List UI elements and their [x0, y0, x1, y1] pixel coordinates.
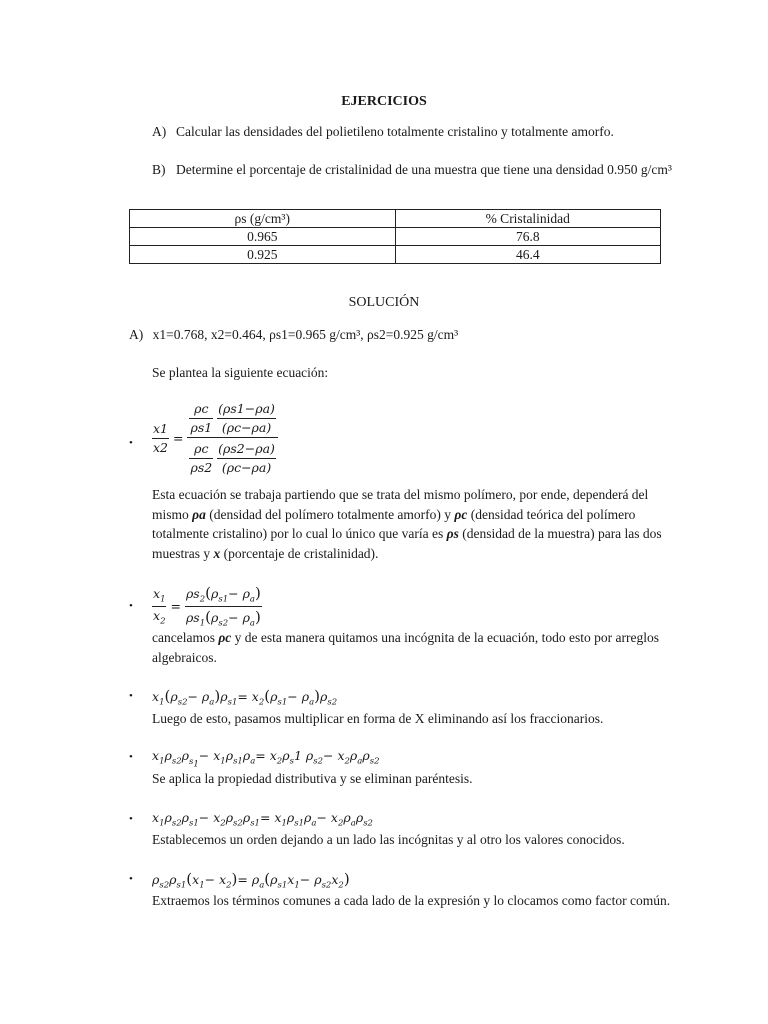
task-a-label: A) — [152, 124, 167, 139]
equation-5: $x_1\rho_{s2}\rho_{s1}- x_2\rho_{s2}\rho_{s1}= x_1\rho_{s1}\rho_a- x_2\rho_a\rho_{s2}$ — [152, 810, 373, 829]
bullet-1: • — [129, 437, 133, 449]
table-cell: 0.925 — [130, 246, 396, 264]
task-a-text: Calcular las densidades del polietileno totalmente cristalino y totalmente amorfo. — [176, 124, 614, 139]
explanation-text: (porcentaje de cristalinidad). — [220, 545, 379, 561]
equation-5-explanation: Establecemos un orden dejando a un lado las incógnitas y al otro los valores conocidos. — [152, 832, 625, 847]
table-header-cell: % Cristalinidad — [395, 210, 661, 228]
equation-1-explanation — [152, 485, 672, 563]
bullet-5: • — [129, 813, 133, 825]
equation-3-explanation: Luego de esto, pasamos multiplicar en forma de X eliminando así los fraccionarios. — [152, 711, 604, 726]
table-row — [130, 228, 661, 246]
bullet-4: • — [129, 751, 133, 763]
task-b — [152, 160, 672, 180]
explanation-text: y de esta manera quitamos una incógnita de la ecuación, todo esto por arreglos algebraicos. — [152, 630, 660, 665]
page-title: EJERCICIOS — [341, 94, 427, 109]
bullet-2: • — [129, 600, 133, 612]
equation-2-explanation — [152, 628, 672, 667]
intro-text: Se plantea la siguiente ecuación: — [152, 365, 329, 380]
solution-a-values: x1=0.768, x2=0.464, ρs1=0.965 g/cm³, ρs2=0.925 g/cm³ — [152, 327, 459, 342]
equation-6-explanation: Extraemos los términos comunes a cada lado de la expresión y lo clocamos como factor común. — [152, 893, 671, 908]
explanation-text: cancelamos — [152, 630, 219, 645]
table-cell: 0.965 — [130, 228, 396, 246]
explanation-text: (densidad del polímero totalmente amorfo) y — [205, 506, 455, 522]
equation-1: $\frac{x1}{x2}$ = $\frac{\rho c}{\rho s1}$ $\frac{(\rho s1-\rho a)}{(\rho c-\rho a)}$ $\frac{\rho c}{\rho s2}$ $\frac{(\rho s2-\rho a)}{(\rho c-\rho a)}$ — [152, 400, 278, 478]
solution-a-label: A) — [129, 327, 144, 342]
equation-4-explanation: Se aplica la propiedad distributiva y se eliminan paréntesis. — [152, 771, 473, 786]
table-row — [130, 246, 661, 264]
explanation-text: (densidad teórica del polímero totalmente cristalino) por lo cual lo único que varía es — [152, 506, 636, 542]
equation-4: $x_1\rho_{s2}\rho_{s_1}- x_1\rho_{s1}\rho_a= x_2\rho_s1$ $\rho_{s2}- x_2\rho_a\rho_{s2}$ — [152, 748, 380, 770]
table-header-cell: ρs (g/cm³) — [130, 210, 396, 228]
solution-a-given — [129, 325, 689, 345]
explanation-text: (densidad de la muestra) para las dos muestras y — [152, 526, 662, 561]
table-cell: 46.4 — [395, 246, 661, 264]
explanation-symbol: ρc — [454, 506, 468, 522]
table-cell: 76.8 — [395, 228, 661, 246]
explanation-text: Esta ecuación se trabaja partiendo que se trata del mismo polímero, por ende, dependerá del mismo — [152, 487, 649, 522]
bullet-3: • — [129, 690, 133, 702]
equation-6: $\rho_{s2}\rho_{s1}(x_1- x_2)= \rho_a(\rho_{s1}x_1- \rho_{s2}x_2)$ — [152, 870, 350, 891]
table-header-row — [130, 210, 661, 228]
explanation-symbol: ρa — [192, 506, 206, 522]
solution-title: SOLUCIÓN — [348, 295, 420, 310]
task-b-text: Determine el porcentaje de cristalinidad de una muestra que tiene una densidad 0.950 g/cm³ — [176, 162, 672, 177]
explanation-symbol: ρs — [446, 526, 459, 542]
explanation-symbol: ρc — [218, 630, 232, 645]
bullet-6: • — [129, 873, 133, 885]
explanation-symbol: x — [213, 545, 221, 561]
equation-2: $\frac{x_1}{x_2}$ = $\frac{\rho s_2(\rho_{s1}- \rho_a)}{\rho s_1(\rho_{s2}- \rho_a)}$ — [153, 584, 261, 629]
density-table — [129, 209, 661, 264]
equation-3: $x_1(\rho_{s2}- \rho_a)\rho_{s1}= x_2(\rho_{s1}- \rho_a)\rho_{s2}$ — [152, 687, 338, 708]
task-b-label: B) — [152, 162, 166, 177]
task-a — [152, 122, 672, 142]
